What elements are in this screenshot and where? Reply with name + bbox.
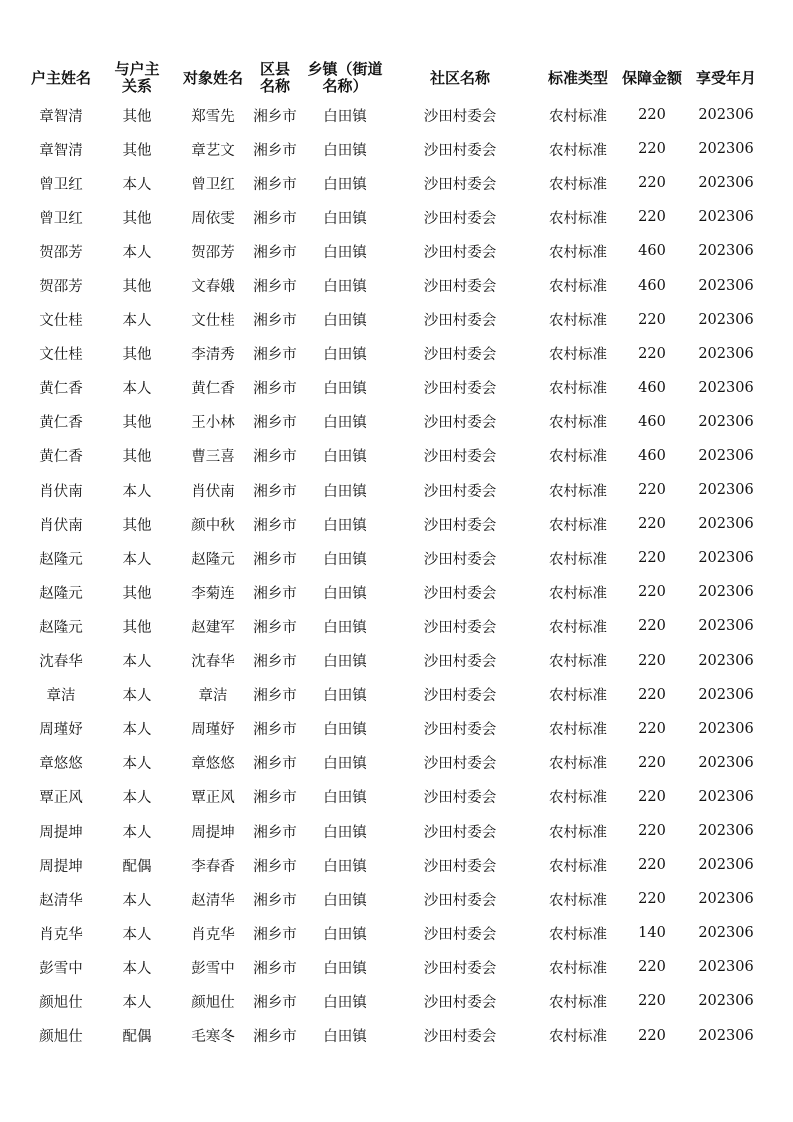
cell-county: 湘乡市 xyxy=(253,858,297,875)
cell-community: 沙田村委会 xyxy=(423,313,497,330)
cell-amount: 220 xyxy=(638,788,666,805)
cell-relation: 其他 xyxy=(122,619,152,636)
cell-recipient-name: 曾卫红 xyxy=(191,176,235,193)
cell-month: 202306 xyxy=(698,925,754,942)
cell-community: 沙田村委会 xyxy=(423,756,497,773)
cell-community: 沙田村委会 xyxy=(423,585,497,602)
cell-amount: 220 xyxy=(638,516,666,533)
cell-relation: 本人 xyxy=(122,892,152,909)
table-row xyxy=(28,746,770,780)
cell-community: 沙田村委会 xyxy=(423,108,497,125)
cell-recipient-name: 黄仁香 xyxy=(191,381,235,398)
table-row xyxy=(28,439,770,473)
cell-township: 白田镇 xyxy=(323,858,367,875)
header-householder-name: 户主姓名 xyxy=(30,68,91,87)
cell-recipient-name: 文仕桂 xyxy=(191,313,235,330)
cell-standard-type: 农村标准 xyxy=(549,176,607,193)
cell-relation: 本人 xyxy=(122,722,152,739)
cell-township: 白田镇 xyxy=(323,756,367,773)
table-row xyxy=(28,609,770,643)
cell-standard-type: 农村标准 xyxy=(549,108,607,125)
cell-standard-type: 农村标准 xyxy=(549,688,607,705)
cell-householder-name: 贺邵芳 xyxy=(39,279,83,296)
roster-table xyxy=(28,58,770,1053)
cell-householder-name: 赵隆元 xyxy=(39,551,83,568)
cell-county: 湘乡市 xyxy=(253,108,297,125)
table-row xyxy=(28,507,770,541)
table-row xyxy=(28,575,770,609)
cell-householder-name: 赵清华 xyxy=(39,892,83,909)
cell-relation: 本人 xyxy=(122,756,152,773)
cell-standard-type: 农村标准 xyxy=(549,381,607,398)
cell-householder-name: 周提坤 xyxy=(39,824,83,841)
cell-amount: 220 xyxy=(638,857,666,874)
cell-householder-name: 章智清 xyxy=(39,108,83,125)
table-body xyxy=(28,98,770,1053)
cell-standard-type: 农村标准 xyxy=(549,994,607,1011)
header-recipient-name: 对象姓名 xyxy=(182,68,243,87)
cell-amount: 220 xyxy=(638,311,666,328)
cell-recipient-name: 李春香 xyxy=(191,858,235,875)
cell-community: 沙田村委会 xyxy=(423,347,497,364)
cell-month: 202306 xyxy=(698,107,754,124)
table-row xyxy=(28,780,770,814)
table-row xyxy=(28,916,770,950)
cell-township: 白田镇 xyxy=(323,176,367,193)
cell-month: 202306 xyxy=(698,959,754,976)
cell-standard-type: 农村标准 xyxy=(549,722,607,739)
cell-recipient-name: 肖克华 xyxy=(191,926,235,943)
cell-amount: 220 xyxy=(638,584,666,601)
cell-householder-name: 沈春华 xyxy=(39,654,83,671)
cell-relation: 本人 xyxy=(122,926,152,943)
header-row xyxy=(28,58,770,98)
cell-relation: 本人 xyxy=(122,790,152,807)
cell-county: 湘乡市 xyxy=(253,790,297,807)
cell-township: 白田镇 xyxy=(323,960,367,977)
cell-standard-type: 农村标准 xyxy=(549,210,607,227)
cell-county: 湘乡市 xyxy=(253,313,297,330)
header-month: 享受年月 xyxy=(695,68,756,87)
table-row xyxy=(28,712,770,746)
cell-month: 202306 xyxy=(698,857,754,874)
cell-standard-type: 农村标准 xyxy=(549,313,607,330)
cell-community: 沙田村委会 xyxy=(423,142,497,159)
cell-amount: 220 xyxy=(638,823,666,840)
cell-township: 白田镇 xyxy=(323,517,367,534)
cell-relation: 本人 xyxy=(122,244,152,261)
cell-community: 沙田村委会 xyxy=(423,517,497,534)
cell-householder-name: 肖克华 xyxy=(39,926,83,943)
cell-month: 202306 xyxy=(698,550,754,567)
cell-relation: 配偶 xyxy=(122,1029,152,1046)
cell-recipient-name: 毛寒冬 xyxy=(191,1029,235,1046)
cell-month: 202306 xyxy=(698,413,754,430)
cell-recipient-name: 王小林 xyxy=(191,415,235,432)
cell-community: 沙田村委会 xyxy=(423,654,497,671)
cell-standard-type: 农村标准 xyxy=(549,926,607,943)
cell-community: 沙田村委会 xyxy=(423,551,497,568)
cell-township: 白田镇 xyxy=(323,244,367,261)
cell-county: 湘乡市 xyxy=(253,926,297,943)
cell-standard-type: 农村标准 xyxy=(549,790,607,807)
cell-standard-type: 农村标准 xyxy=(549,142,607,159)
cell-recipient-name: 赵隆元 xyxy=(191,551,235,568)
cell-householder-name: 颜旭仕 xyxy=(39,1029,83,1046)
cell-township: 白田镇 xyxy=(323,483,367,500)
cell-recipient-name: 周瑾妤 xyxy=(191,722,235,739)
cell-standard-type: 农村标准 xyxy=(549,824,607,841)
cell-county: 湘乡市 xyxy=(253,347,297,364)
header-standard-type: 标准类型 xyxy=(547,68,608,87)
cell-householder-name: 文仕桂 xyxy=(39,347,83,364)
table-header xyxy=(28,58,770,98)
table-row xyxy=(28,984,770,1018)
cell-amount: 220 xyxy=(638,1027,666,1044)
cell-householder-name: 章悠悠 xyxy=(39,756,83,773)
cell-standard-type: 农村标准 xyxy=(549,619,607,636)
cell-month: 202306 xyxy=(698,652,754,669)
cell-township: 白田镇 xyxy=(323,449,367,466)
cell-township: 白田镇 xyxy=(323,926,367,943)
cell-county: 湘乡市 xyxy=(253,619,297,636)
cell-householder-name: 肖伏南 xyxy=(39,517,83,534)
cell-county: 湘乡市 xyxy=(253,142,297,159)
cell-relation: 其他 xyxy=(122,585,152,602)
cell-amount: 460 xyxy=(638,379,666,396)
cell-amount: 220 xyxy=(638,993,666,1010)
cell-householder-name: 黄仁香 xyxy=(39,415,83,432)
cell-recipient-name: 颜旭仕 xyxy=(191,994,235,1011)
table-row xyxy=(28,678,770,712)
cell-township: 白田镇 xyxy=(323,415,367,432)
cell-relation: 其他 xyxy=(122,142,152,159)
cell-amount: 460 xyxy=(638,277,666,294)
header-amount: 保障金额 xyxy=(622,68,683,87)
table-row xyxy=(28,268,770,302)
cell-month: 202306 xyxy=(698,891,754,908)
cell-relation: 本人 xyxy=(122,824,152,841)
cell-township: 白田镇 xyxy=(323,790,367,807)
cell-amount: 460 xyxy=(638,447,666,464)
cell-community: 沙田村委会 xyxy=(423,176,497,193)
cell-standard-type: 农村标准 xyxy=(549,654,607,671)
cell-month: 202306 xyxy=(698,1027,754,1044)
header-relation: 与户主 关系 xyxy=(114,60,160,95)
cell-householder-name: 彭雪中 xyxy=(39,960,83,977)
cell-recipient-name: 周依雯 xyxy=(191,210,235,227)
cell-householder-name: 曾卫红 xyxy=(39,176,83,193)
cell-month: 202306 xyxy=(698,720,754,737)
cell-standard-type: 农村标准 xyxy=(549,551,607,568)
cell-month: 202306 xyxy=(698,788,754,805)
cell-township: 白田镇 xyxy=(323,142,367,159)
cell-township: 白田镇 xyxy=(323,654,367,671)
table-row xyxy=(28,473,770,507)
cell-amount: 220 xyxy=(638,652,666,669)
cell-recipient-name: 曹三喜 xyxy=(191,449,235,466)
cell-township: 白田镇 xyxy=(323,551,367,568)
cell-township: 白田镇 xyxy=(323,313,367,330)
cell-householder-name: 颜旭仕 xyxy=(39,994,83,1011)
cell-relation: 其他 xyxy=(122,449,152,466)
cell-recipient-name: 赵清华 xyxy=(191,892,235,909)
cell-township: 白田镇 xyxy=(323,108,367,125)
table-row xyxy=(28,882,770,916)
cell-county: 湘乡市 xyxy=(253,279,297,296)
table-row xyxy=(28,848,770,882)
cell-householder-name: 贺邵芳 xyxy=(39,244,83,261)
cell-month: 202306 xyxy=(698,516,754,533)
cell-recipient-name: 李清秀 xyxy=(191,347,235,364)
cell-community: 沙田村委会 xyxy=(423,1029,497,1046)
cell-month: 202306 xyxy=(698,345,754,362)
cell-community: 沙田村委会 xyxy=(423,244,497,261)
cell-community: 沙田村委会 xyxy=(423,790,497,807)
cell-householder-name: 章洁 xyxy=(46,688,76,705)
cell-standard-type: 农村标准 xyxy=(549,279,607,296)
cell-householder-name: 文仕桂 xyxy=(39,313,83,330)
cell-month: 202306 xyxy=(698,686,754,703)
cell-community: 沙田村委会 xyxy=(423,210,497,227)
cell-county: 湘乡市 xyxy=(253,994,297,1011)
cell-township: 白田镇 xyxy=(323,381,367,398)
table-row xyxy=(28,337,770,371)
cell-county: 湘乡市 xyxy=(253,654,297,671)
cell-standard-type: 农村标准 xyxy=(549,449,607,466)
cell-standard-type: 农村标准 xyxy=(549,347,607,364)
cell-standard-type: 农村标准 xyxy=(549,483,607,500)
cell-community: 沙田村委会 xyxy=(423,858,497,875)
cell-relation: 本人 xyxy=(122,176,152,193)
cell-community: 沙田村委会 xyxy=(423,381,497,398)
table-row xyxy=(28,1019,770,1053)
cell-month: 202306 xyxy=(698,141,754,158)
cell-standard-type: 农村标准 xyxy=(549,585,607,602)
table-row xyxy=(28,132,770,166)
cell-amount: 220 xyxy=(638,720,666,737)
cell-amount: 220 xyxy=(638,686,666,703)
cell-county: 湘乡市 xyxy=(253,1029,297,1046)
cell-county: 湘乡市 xyxy=(253,722,297,739)
cell-recipient-name: 覃正风 xyxy=(191,790,235,807)
cell-standard-type: 农村标准 xyxy=(549,415,607,432)
cell-month: 202306 xyxy=(698,243,754,260)
cell-amount: 460 xyxy=(638,243,666,260)
cell-county: 湘乡市 xyxy=(253,824,297,841)
cell-householder-name: 赵隆元 xyxy=(39,619,83,636)
cell-township: 白田镇 xyxy=(323,892,367,909)
cell-recipient-name: 颜中秋 xyxy=(191,517,235,534)
cell-county: 湘乡市 xyxy=(253,551,297,568)
cell-standard-type: 农村标准 xyxy=(549,1029,607,1046)
cell-community: 沙田村委会 xyxy=(423,824,497,841)
cell-standard-type: 农村标准 xyxy=(549,756,607,773)
cell-month: 202306 xyxy=(698,175,754,192)
cell-community: 沙田村委会 xyxy=(423,279,497,296)
cell-county: 湘乡市 xyxy=(253,688,297,705)
cell-community: 沙田村委会 xyxy=(423,483,497,500)
cell-recipient-name: 赵建军 xyxy=(191,619,235,636)
cell-month: 202306 xyxy=(698,209,754,226)
cell-relation: 本人 xyxy=(122,313,152,330)
table-row xyxy=(28,950,770,984)
table-row xyxy=(28,98,770,132)
cell-amount: 220 xyxy=(638,209,666,226)
cell-relation: 其他 xyxy=(122,415,152,432)
cell-month: 202306 xyxy=(698,584,754,601)
cell-recipient-name: 周提坤 xyxy=(191,824,235,841)
cell-relation: 其他 xyxy=(122,347,152,364)
cell-householder-name: 黄仁香 xyxy=(39,381,83,398)
table-row xyxy=(28,200,770,234)
cell-recipient-name: 李菊连 xyxy=(191,585,235,602)
table-row xyxy=(28,814,770,848)
cell-relation: 其他 xyxy=(122,108,152,125)
cell-township: 白田镇 xyxy=(323,347,367,364)
cell-community: 沙田村委会 xyxy=(423,994,497,1011)
cell-amount: 140 xyxy=(638,925,666,942)
cell-relation: 本人 xyxy=(122,960,152,977)
cell-amount: 220 xyxy=(638,345,666,362)
cell-community: 沙田村委会 xyxy=(423,926,497,943)
cell-recipient-name: 彭雪中 xyxy=(191,960,235,977)
cell-householder-name: 周提坤 xyxy=(39,858,83,875)
cell-township: 白田镇 xyxy=(323,585,367,602)
cell-month: 202306 xyxy=(698,754,754,771)
cell-community: 沙田村委会 xyxy=(423,892,497,909)
table-row xyxy=(28,541,770,575)
cell-amount: 220 xyxy=(638,482,666,499)
cell-householder-name: 曾卫红 xyxy=(39,210,83,227)
cell-community: 沙田村委会 xyxy=(423,619,497,636)
cell-recipient-name: 肖伏南 xyxy=(191,483,235,500)
cell-amount: 220 xyxy=(638,754,666,771)
cell-county: 湘乡市 xyxy=(253,415,297,432)
cell-township: 白田镇 xyxy=(323,619,367,636)
cell-county: 湘乡市 xyxy=(253,756,297,773)
cell-householder-name: 赵隆元 xyxy=(39,585,83,602)
cell-county: 湘乡市 xyxy=(253,176,297,193)
table-row xyxy=(28,234,770,268)
cell-relation: 本人 xyxy=(122,654,152,671)
cell-relation: 其他 xyxy=(122,210,152,227)
cell-county: 湘乡市 xyxy=(253,517,297,534)
cell-community: 沙田村委会 xyxy=(423,449,497,466)
cell-relation: 本人 xyxy=(122,994,152,1011)
cell-recipient-name: 沈春华 xyxy=(191,654,235,671)
cell-month: 202306 xyxy=(698,482,754,499)
cell-amount: 220 xyxy=(638,618,666,635)
cell-community: 沙田村委会 xyxy=(423,415,497,432)
cell-recipient-name: 贺邵芳 xyxy=(191,244,235,261)
header-township: 乡镇（街道 名称） xyxy=(307,60,383,95)
cell-householder-name: 周瑾妤 xyxy=(39,722,83,739)
cell-householder-name: 黄仁香 xyxy=(39,449,83,466)
cell-township: 白田镇 xyxy=(323,279,367,296)
cell-county: 湘乡市 xyxy=(253,244,297,261)
cell-recipient-name: 郑雪先 xyxy=(191,108,235,125)
cell-amount: 220 xyxy=(638,550,666,567)
cell-month: 202306 xyxy=(698,823,754,840)
cell-township: 白田镇 xyxy=(323,1029,367,1046)
cell-standard-type: 农村标准 xyxy=(549,244,607,261)
cell-amount: 220 xyxy=(638,141,666,158)
cell-community: 沙田村委会 xyxy=(423,688,497,705)
cell-amount: 220 xyxy=(638,107,666,124)
cell-county: 湘乡市 xyxy=(253,960,297,977)
cell-amount: 220 xyxy=(638,891,666,908)
cell-community: 沙田村委会 xyxy=(423,960,497,977)
cell-householder-name: 章智清 xyxy=(39,142,83,159)
table-row xyxy=(28,405,770,439)
cell-relation: 本人 xyxy=(122,688,152,705)
cell-relation: 本人 xyxy=(122,483,152,500)
cell-month: 202306 xyxy=(698,277,754,294)
table-row xyxy=(28,303,770,337)
cell-recipient-name: 章悠悠 xyxy=(191,756,235,773)
table-row xyxy=(28,644,770,678)
cell-county: 湘乡市 xyxy=(253,449,297,466)
table-row xyxy=(28,166,770,200)
cell-relation: 本人 xyxy=(122,381,152,398)
cell-householder-name: 覃正风 xyxy=(39,790,83,807)
cell-month: 202306 xyxy=(698,447,754,464)
cell-standard-type: 农村标准 xyxy=(549,517,607,534)
cell-township: 白田镇 xyxy=(323,824,367,841)
header-county: 区县 名称 xyxy=(259,60,290,95)
cell-standard-type: 农村标准 xyxy=(549,960,607,977)
cell-month: 202306 xyxy=(698,993,754,1010)
cell-standard-type: 农村标准 xyxy=(549,858,607,875)
cell-relation: 本人 xyxy=(122,551,152,568)
cell-county: 湘乡市 xyxy=(253,585,297,602)
cell-township: 白田镇 xyxy=(323,210,367,227)
cell-relation: 其他 xyxy=(122,517,152,534)
cell-township: 白田镇 xyxy=(323,688,367,705)
cell-recipient-name: 文春娥 xyxy=(191,279,235,296)
cell-community: 沙田村委会 xyxy=(423,722,497,739)
cell-recipient-name: 章洁 xyxy=(198,688,228,705)
cell-householder-name: 肖伏南 xyxy=(39,483,83,500)
cell-relation: 配偶 xyxy=(122,858,152,875)
cell-county: 湘乡市 xyxy=(253,892,297,909)
cell-month: 202306 xyxy=(698,311,754,328)
cell-amount: 460 xyxy=(638,413,666,430)
cell-township: 白田镇 xyxy=(323,994,367,1011)
cell-township: 白田镇 xyxy=(323,722,367,739)
cell-county: 湘乡市 xyxy=(253,210,297,227)
table-row xyxy=(28,371,770,405)
cell-month: 202306 xyxy=(698,379,754,396)
cell-county: 湘乡市 xyxy=(253,381,297,398)
cell-amount: 220 xyxy=(638,959,666,976)
cell-month: 202306 xyxy=(698,618,754,635)
cell-standard-type: 农村标准 xyxy=(549,892,607,909)
cell-amount: 220 xyxy=(638,175,666,192)
cell-relation: 其他 xyxy=(122,279,152,296)
cell-county: 湘乡市 xyxy=(253,483,297,500)
cell-recipient-name: 章艺文 xyxy=(191,142,235,159)
header-community: 社区名称 xyxy=(429,68,490,87)
